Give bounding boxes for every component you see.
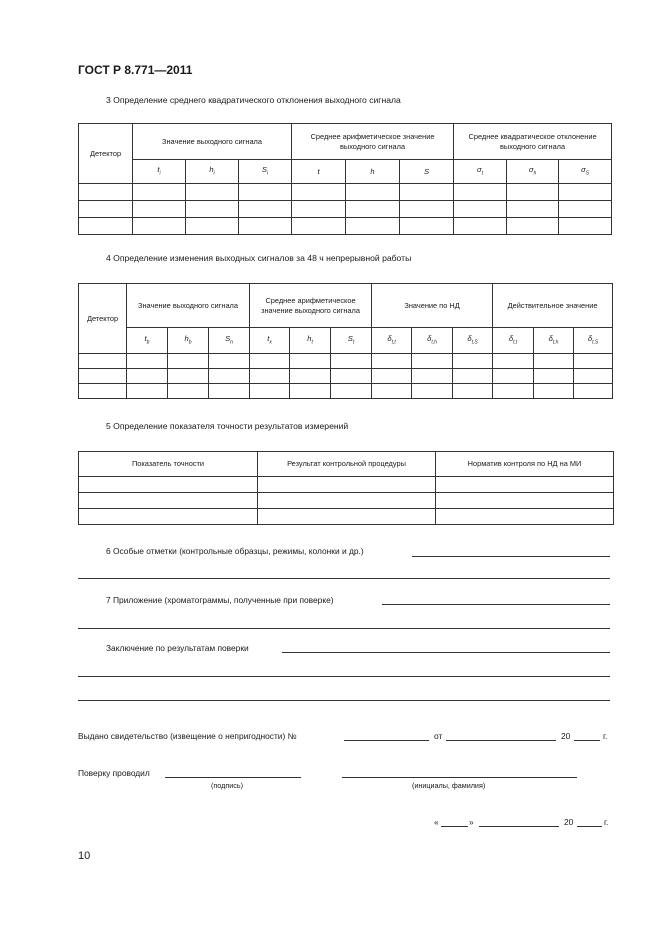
- empty-cell[interactable]: [79, 384, 127, 399]
- symbol-base: t: [317, 166, 320, 176]
- table-std-deviation: [78, 123, 612, 235]
- empty-cell[interactable]: [574, 369, 613, 384]
- header-output-signal: Значение выходного сигнала: [127, 284, 250, 328]
- symbol-subscript: t,h: [552, 339, 559, 346]
- table-row: [79, 509, 614, 525]
- symbol-cell: [559, 160, 612, 184]
- date-close-quote: »: [469, 817, 474, 827]
- verifier-label: Поверку проводил: [78, 768, 150, 778]
- conclusion-line-2[interactable]: [78, 676, 610, 677]
- symbol-base: S: [423, 166, 430, 176]
- symbol-subscript: t,t: [391, 339, 396, 346]
- empty-cell[interactable]: [507, 218, 559, 235]
- empty-cell[interactable]: [331, 384, 372, 399]
- symbol-cell: [331, 328, 372, 354]
- symbol-subscript: b: [188, 339, 192, 346]
- empty-cell[interactable]: [209, 384, 250, 399]
- empty-cell[interactable]: [79, 369, 127, 384]
- symbol-cell: [239, 160, 292, 184]
- symbol-cell: [453, 328, 493, 354]
- empty-cell[interactable]: [250, 369, 290, 384]
- name-line[interactable]: [342, 777, 577, 778]
- symbol-cell: [250, 328, 290, 354]
- certificate-from-label: от: [434, 731, 443, 741]
- symbol-base: S: [261, 164, 267, 174]
- symbol-base: σ: [528, 164, 534, 174]
- symbol-base: δ: [467, 333, 472, 343]
- symbol-cell: [133, 160, 186, 184]
- symbol-base: σ: [581, 164, 586, 174]
- date-year-line[interactable]: [577, 826, 602, 827]
- symbol-cell: [454, 160, 507, 184]
- empty-cell[interactable]: [290, 354, 331, 369]
- empty-cell[interactable]: [412, 384, 453, 399]
- symbol-subscript: n: [230, 339, 233, 346]
- empty-cell[interactable]: [186, 184, 239, 201]
- symbol-base: δ: [427, 333, 432, 343]
- table-48h-change: [78, 283, 613, 399]
- empty-cell[interactable]: [168, 354, 209, 369]
- empty-cell[interactable]: [400, 218, 454, 235]
- name-caption: (инициалы, фамилия): [412, 781, 486, 790]
- date-year-label: 20: [564, 817, 574, 827]
- empty-cell[interactable]: [454, 201, 507, 218]
- symbol-subscript: t,S: [471, 339, 478, 346]
- date-month-line[interactable]: [479, 826, 559, 827]
- empty-cell[interactable]: [454, 184, 507, 201]
- conclusion-line-3[interactable]: [78, 700, 610, 701]
- empty-cell[interactable]: [493, 369, 534, 384]
- symbol-subscript: h: [533, 170, 537, 177]
- date-g-label: г.: [604, 817, 609, 827]
- symbol-cell: [168, 328, 209, 354]
- symbol-base: δ: [548, 333, 553, 343]
- empty-cell[interactable]: [534, 384, 574, 399]
- symbol-subscript: S: [585, 170, 590, 177]
- empty-cell[interactable]: [534, 354, 574, 369]
- symbol-cell: [400, 160, 454, 184]
- header-detector: Детектор: [79, 284, 127, 354]
- symbol-base: S: [225, 333, 231, 343]
- empty-cell[interactable]: [239, 184, 292, 201]
- empty-cell[interactable]: [493, 354, 534, 369]
- empty-cell[interactable]: [346, 201, 400, 218]
- symbol-base: h: [370, 166, 375, 176]
- appendix-line-2[interactable]: [78, 628, 610, 629]
- symbol-base: h: [184, 333, 189, 343]
- certificate-year-line[interactable]: [574, 740, 600, 741]
- certificate-date-line[interactable]: [446, 740, 556, 741]
- symbol-cell: [493, 328, 534, 354]
- empty-cell[interactable]: [250, 354, 290, 369]
- empty-cell[interactable]: [507, 184, 559, 201]
- empty-cell[interactable]: [453, 369, 493, 384]
- table-row: [79, 384, 613, 399]
- signature-caption: (подпись): [211, 781, 243, 790]
- section-4-title: 4 Определение изменения выходных сигналов за 48 ч непрерывной работы: [106, 253, 412, 263]
- date-day-line[interactable]: [441, 826, 468, 827]
- empty-cell[interactable]: [559, 184, 612, 201]
- empty-cell[interactable]: [133, 218, 186, 235]
- symbol-base: δ: [587, 333, 593, 343]
- table-row: [79, 218, 612, 235]
- empty-cell[interactable]: [186, 201, 239, 218]
- certificate-number-line[interactable]: [344, 740, 429, 741]
- empty-cell[interactable]: [209, 369, 250, 384]
- empty-cell[interactable]: [79, 184, 133, 201]
- header-control-norm: Норматив контроля по НД на МИ: [436, 452, 614, 477]
- empty-cell[interactable]: [79, 354, 127, 369]
- empty-cell[interactable]: [133, 201, 186, 218]
- table-row: [79, 369, 613, 384]
- empty-cell[interactable]: [453, 354, 493, 369]
- certificate-label: Выдано свидетельство (извещение о непригодности) №: [78, 731, 297, 741]
- symbol-cell: [186, 160, 239, 184]
- empty-cell[interactable]: [372, 369, 412, 384]
- symbol-base: δ: [508, 333, 514, 343]
- empty-cell[interactable]: [559, 201, 612, 218]
- empty-cell[interactable]: [412, 369, 453, 384]
- symbol-subscript: x: [269, 339, 272, 346]
- certificate-year-label: 20: [561, 731, 571, 741]
- symbol-base: σ: [477, 164, 482, 174]
- empty-cell[interactable]: [534, 369, 574, 384]
- symbol-base: δ: [387, 333, 392, 343]
- empty-cell[interactable]: [331, 354, 372, 369]
- symbol-subscript: i: [213, 170, 215, 177]
- symbol-cell: [292, 160, 346, 184]
- section-3-title: 3 Определение среднего квадратического отклонения выходного сигнала: [106, 95, 401, 105]
- symbol-cell: [574, 328, 613, 354]
- empty-cell[interactable]: [290, 384, 331, 399]
- header-output-signal: Значение выходного сигнала: [133, 124, 292, 160]
- symbol-subscript: t,h: [431, 339, 437, 346]
- special-notes-label: 6 Особые отметки (контрольные образцы, режимы, колонки и др.): [106, 546, 364, 556]
- symbol-cell: [209, 328, 250, 354]
- empty-cell[interactable]: [290, 369, 331, 384]
- table-row: [79, 184, 612, 201]
- symbol-base: t: [144, 333, 147, 343]
- empty-cell[interactable]: [346, 218, 400, 235]
- table-row: [79, 201, 612, 218]
- table-row: [79, 354, 613, 369]
- symbol-base: h: [307, 333, 312, 343]
- empty-cell[interactable]: [412, 354, 453, 369]
- empty-cell[interactable]: [79, 218, 133, 235]
- empty-cell[interactable]: [168, 384, 209, 399]
- empty-cell[interactable]: [292, 184, 346, 201]
- empty-cell[interactable]: [133, 184, 186, 201]
- symbol-subscript: t,S: [592, 339, 599, 346]
- header-mean-output: Среднее арифметическое значение выходного сигнала: [250, 284, 372, 328]
- symbol-cell: [507, 160, 559, 184]
- signature-line[interactable]: [165, 777, 301, 778]
- header-nd-value: Значение по НД: [372, 284, 493, 328]
- empty-cell[interactable]: [400, 201, 454, 218]
- empty-cell[interactable]: [127, 354, 168, 369]
- symbol-subscript: t: [481, 170, 484, 177]
- symbol-base: S: [347, 333, 353, 343]
- symbol-subscript: b: [146, 339, 150, 346]
- empty-cell[interactable]: [372, 384, 412, 399]
- empty-cell[interactable]: [400, 184, 454, 201]
- certificate-g-label: г.: [603, 731, 608, 741]
- special-notes-line-2[interactable]: [78, 578, 610, 579]
- symbol-base: t: [157, 164, 160, 174]
- empty-cell[interactable]: [574, 384, 613, 399]
- empty-cell[interactable]: [209, 354, 250, 369]
- document-header: ГОСТ Р 8.771—2011: [78, 63, 193, 77]
- empty-cell[interactable]: [79, 201, 133, 218]
- header-std-deviation: Среднее квадратическое отклонение выходного сигнала: [454, 124, 612, 160]
- empty-cell[interactable]: [292, 201, 346, 218]
- empty-cell[interactable]: [168, 369, 209, 384]
- symbol-cell: [412, 328, 453, 354]
- symbol-cell: [372, 328, 412, 354]
- appendix-label: 7 Приложение (хроматограммы, полученные при поверке): [106, 595, 334, 605]
- empty-cell[interactable]: [346, 184, 400, 201]
- symbol-cell: [127, 328, 168, 354]
- date-open-quote: «: [434, 817, 439, 827]
- symbol-subscript: t: [352, 339, 355, 346]
- table-accuracy: [78, 451, 614, 525]
- empty-cell[interactable]: [127, 369, 168, 384]
- symbol-base: t: [267, 333, 270, 343]
- table-row: [79, 493, 614, 509]
- empty-cell[interactable]: [574, 354, 613, 369]
- empty-cell[interactable]: [372, 354, 412, 369]
- symbol-cell: [346, 160, 400, 184]
- empty-cell[interactable]: [239, 201, 292, 218]
- header-control-result: Результат контрольной процедуры: [258, 452, 436, 477]
- empty-cell[interactable]: [250, 384, 290, 399]
- header-actual-value: Действительное значение: [493, 284, 613, 328]
- symbol-subscript: i: [266, 170, 269, 177]
- symbol-subscript: t: [311, 339, 313, 346]
- table-row: [79, 477, 614, 493]
- conclusion-line[interactable]: [282, 652, 610, 653]
- empty-cell[interactable]: [454, 218, 507, 235]
- conclusion-label: Заключение по результатам поверки: [106, 643, 249, 653]
- empty-cell[interactable]: [127, 384, 168, 399]
- empty-cell[interactable]: [292, 218, 346, 235]
- special-notes-line[interactable]: [412, 556, 610, 557]
- empty-cell[interactable]: [453, 384, 493, 399]
- empty-cell[interactable]: [239, 218, 292, 235]
- section-5-title: 5 Определение показателя точности результатов измерений: [106, 421, 349, 431]
- empty-cell[interactable]: [186, 218, 239, 235]
- header-mean-output: Среднее арифметическое значение выходного сигнала: [292, 124, 454, 160]
- empty-cell[interactable]: [559, 218, 612, 235]
- symbol-cell: [534, 328, 574, 354]
- header-detector: Детектор: [79, 124, 133, 184]
- empty-cell[interactable]: [493, 384, 534, 399]
- symbol-cell: [290, 328, 331, 354]
- symbol-base: h: [209, 164, 214, 174]
- symbol-subscript: t,t: [513, 339, 518, 346]
- empty-cell[interactable]: [331, 369, 372, 384]
- page-number: 10: [78, 850, 91, 862]
- empty-cell[interactable]: [507, 201, 559, 218]
- header-accuracy-indicator: Показатель точности: [79, 452, 258, 477]
- appendix-line[interactable]: [382, 604, 610, 605]
- symbol-subscript: i: [159, 170, 161, 177]
